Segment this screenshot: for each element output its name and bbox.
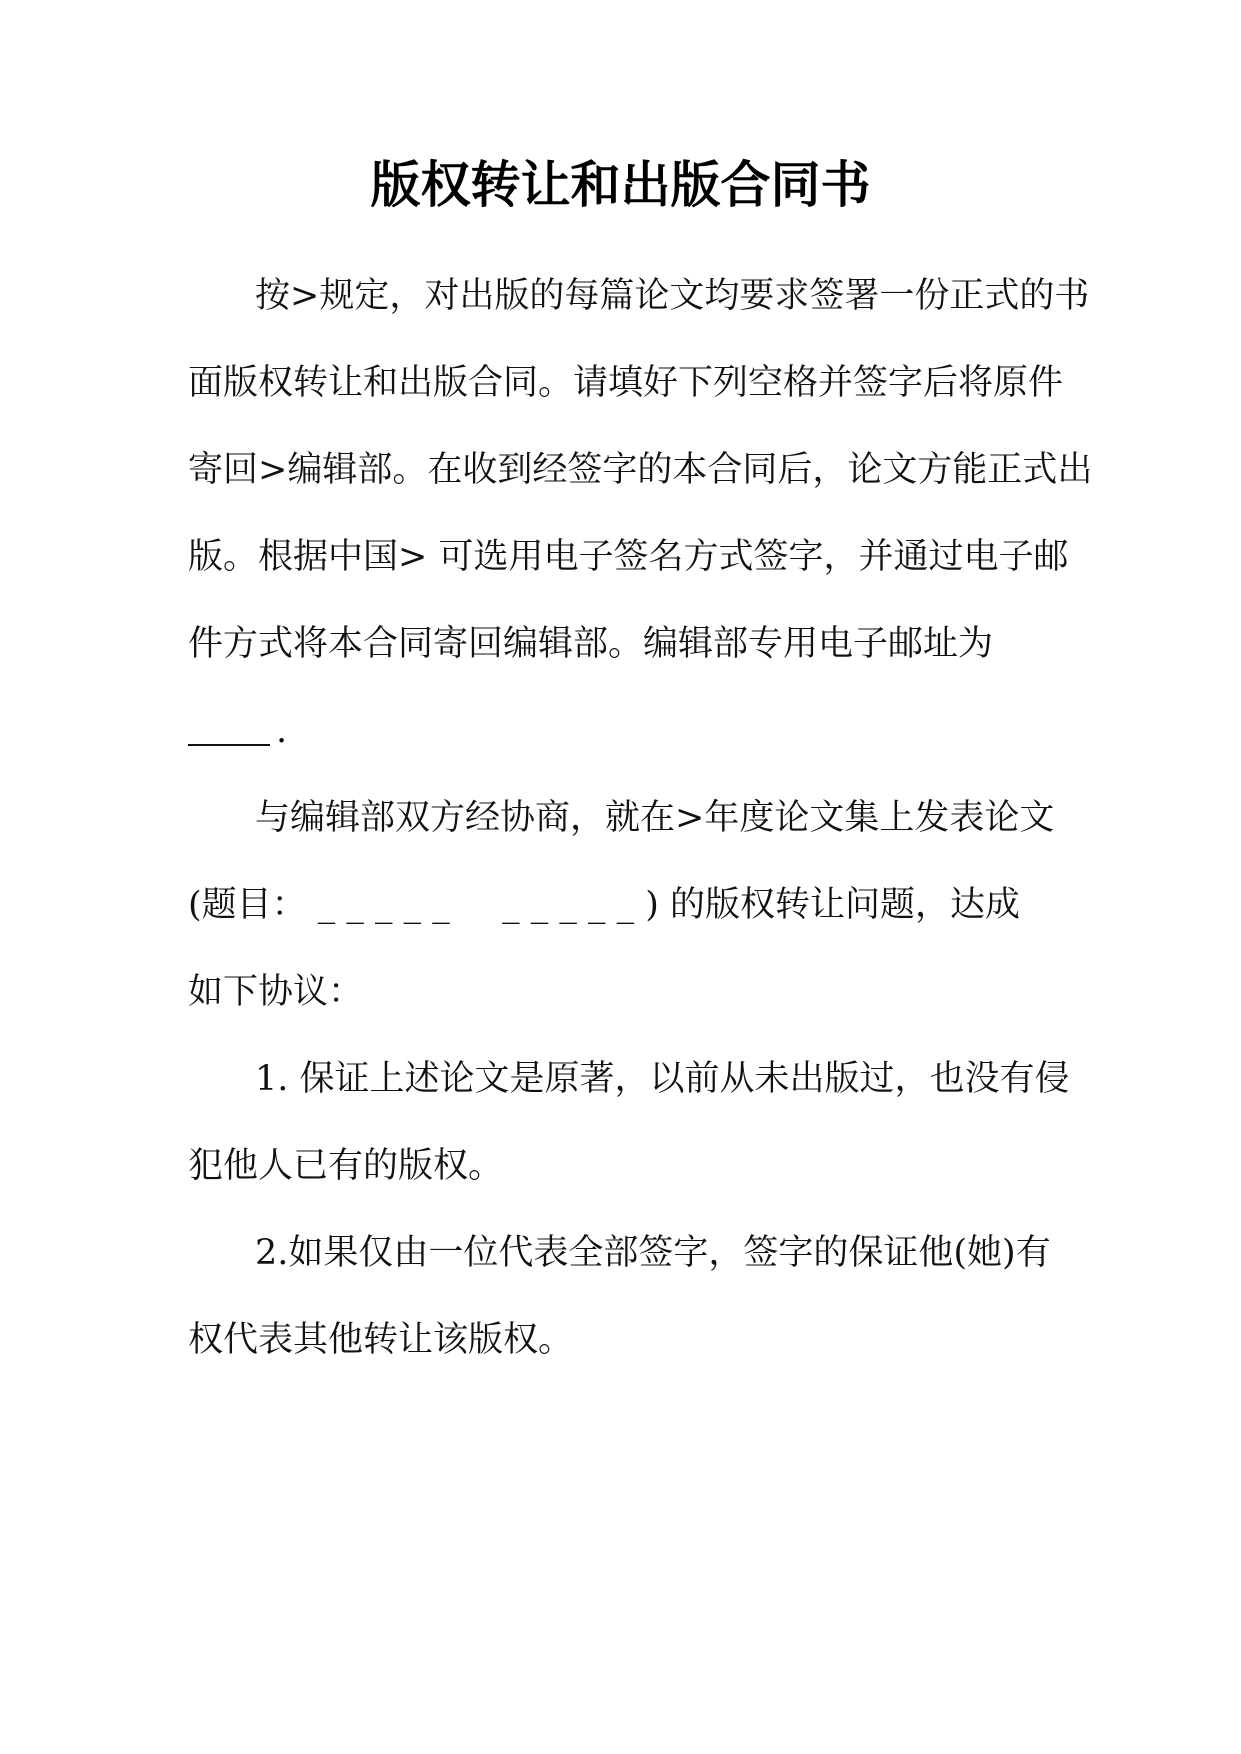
clause-2-line-2: 权代表其他转让该版权。 bbox=[188, 1320, 574, 1360]
paragraph-1-line-1: 按>规定，对出版的每篇论文均要求签署一份正式的书 bbox=[255, 276, 1090, 316]
document-title: 版权转让和出版合同书 bbox=[370, 155, 871, 214]
clause-1-line-2: 犯他人已有的版权。 bbox=[188, 1146, 504, 1186]
email-blank-period: . bbox=[276, 711, 288, 751]
title-line-tail: ) 的版权转让问题，达成 bbox=[645, 885, 1021, 925]
paragraph-1-line-4: 版。根据中国> 可选用电子签名方式签字，并通过电子邮 bbox=[188, 537, 1069, 577]
paragraph-1-line-3: 寄回>编辑部。在收到经签字的本合同后，论文方能正式出 bbox=[188, 450, 1093, 490]
title-label: (题目： bbox=[188, 885, 307, 925]
paragraph-1-line-2: 面版权转让和出版合同。请填好下列空格并签字后将原件 bbox=[188, 363, 1064, 403]
paragraph-2-line-1: 与编辑部双方经协商，就在>年度论文集上发表论文 bbox=[255, 798, 1055, 838]
email-blank bbox=[188, 706, 270, 746]
paragraph-1-line-5: 件方式将本合同寄回编辑部。编辑部专用电子邮址为 bbox=[188, 624, 994, 664]
paragraph-2-line-3: 如下协议： bbox=[188, 972, 364, 1012]
clause-1-line-1: 1. 保证上述论文是原著，以前从未出版过，也没有侵 bbox=[255, 1059, 1070, 1099]
title-blank-2: _ _ _ _ _ bbox=[502, 885, 635, 925]
email-blank-line bbox=[188, 706, 287, 756]
clause-2-line-1: 2.如果仅由一位代表全部签字，签字的保证他(她)有 bbox=[255, 1233, 1051, 1273]
title-blank-1: _ _ _ _ _ bbox=[317, 885, 450, 925]
paragraph-2-line-2 bbox=[188, 880, 1020, 930]
